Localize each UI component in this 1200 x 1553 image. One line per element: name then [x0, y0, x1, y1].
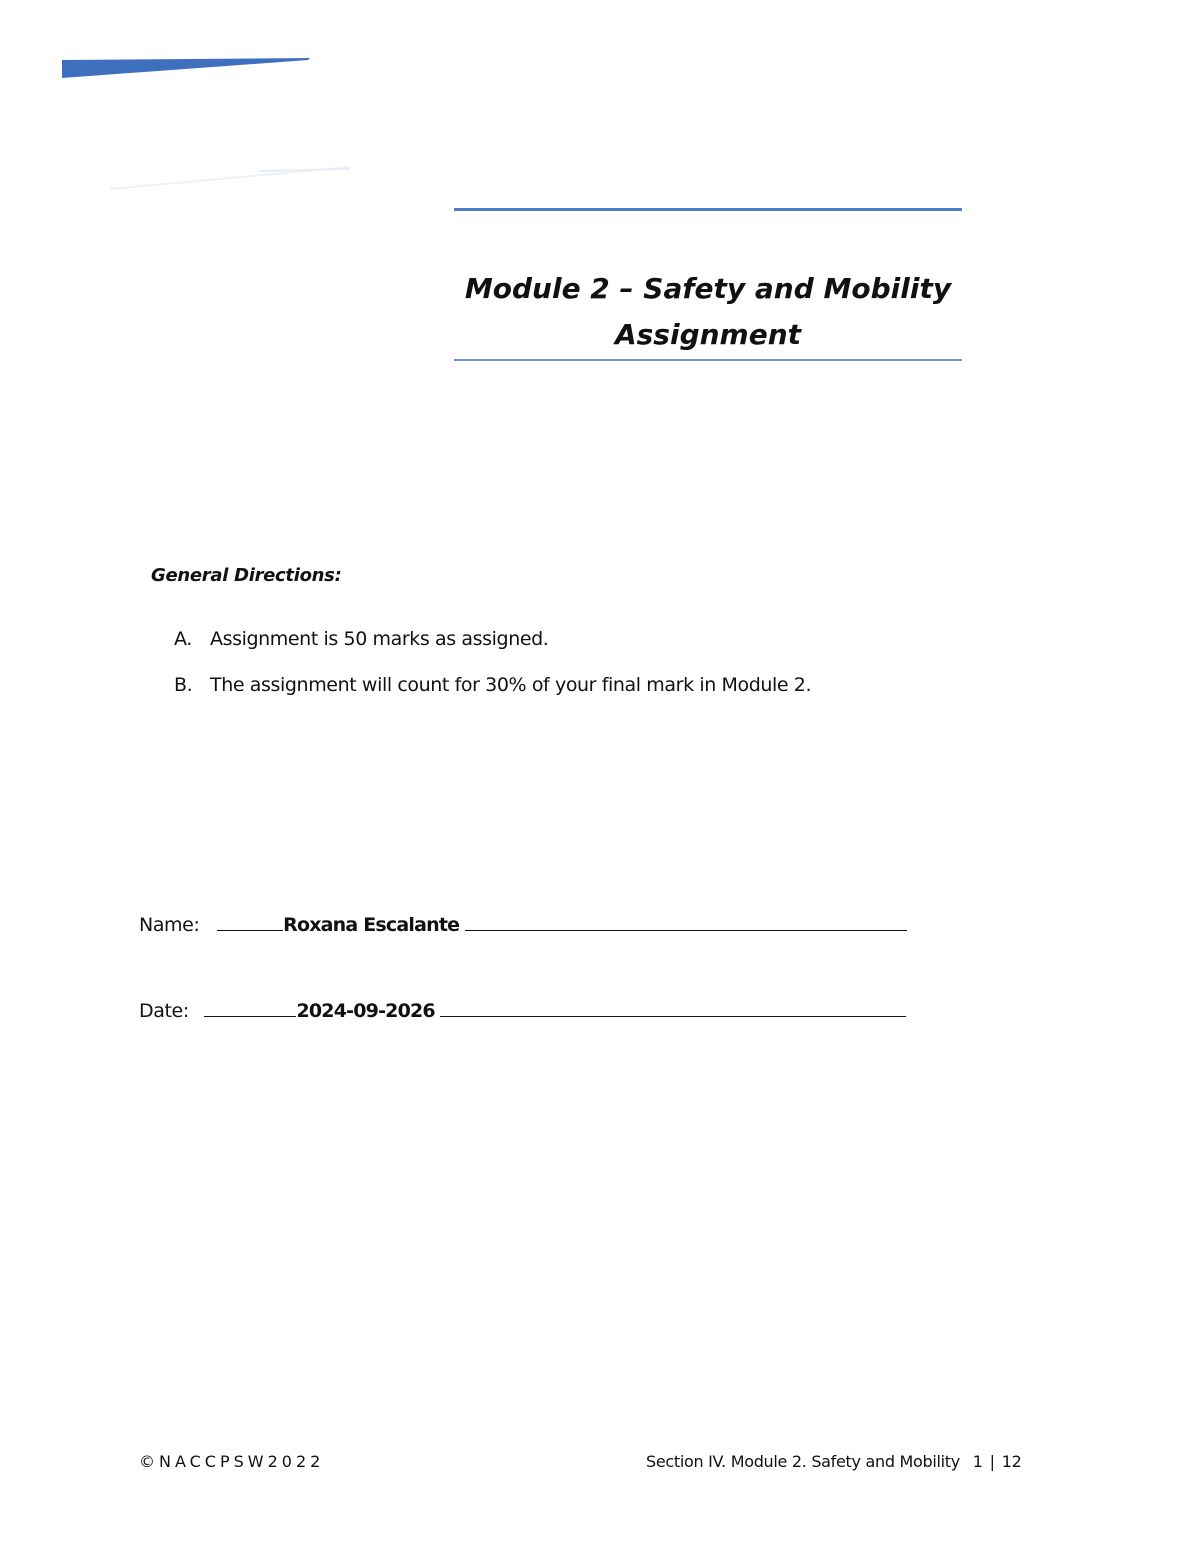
title-rule-top [454, 208, 962, 211]
title-rule-bottom [454, 359, 962, 361]
logo-wedge-graphic [62, 58, 312, 80]
footer-page-total: 12 [1001, 1452, 1022, 1471]
name-field[interactable] [139, 911, 907, 939]
list-marker: B. [174, 674, 193, 696]
list-item-text: The assignment will count for 30% of your final mark in Module 2. [210, 674, 812, 696]
list-marker: A. [174, 628, 192, 650]
directions-heading: General Directions: [151, 565, 342, 586]
title-line-1: Module 2 – Safety and Mobility [464, 272, 952, 305]
list-item [174, 670, 811, 716]
footer-section-text: Section IV. Module 2. Safety and Mobility [646, 1452, 960, 1471]
date-underline-tail [440, 998, 906, 1017]
directions-list [174, 624, 811, 716]
name-underline-tail [465, 912, 907, 931]
footer-copyright: ©NACCPSW2022 [139, 1452, 325, 1471]
date-underline-lead [204, 998, 296, 1017]
name-label: Name: [139, 914, 200, 936]
list-item-text: Assignment is 50 marks as assigned. [210, 628, 549, 650]
date-value: 2024-09-2026 [296, 1000, 435, 1022]
page-title [454, 266, 962, 358]
footer-page-separator: | [989, 1452, 995, 1471]
date-label: Date: [139, 1000, 189, 1022]
footer-page-current: 1 [972, 1452, 983, 1471]
list-item [174, 624, 811, 670]
name-value: Roxana Escalante [283, 914, 460, 936]
name-underline-lead [217, 912, 283, 931]
title-line-2: Assignment [614, 318, 802, 351]
date-field[interactable] [139, 997, 906, 1025]
logo-faint-graphic [110, 160, 360, 196]
footer-section-info [646, 1450, 1021, 1474]
